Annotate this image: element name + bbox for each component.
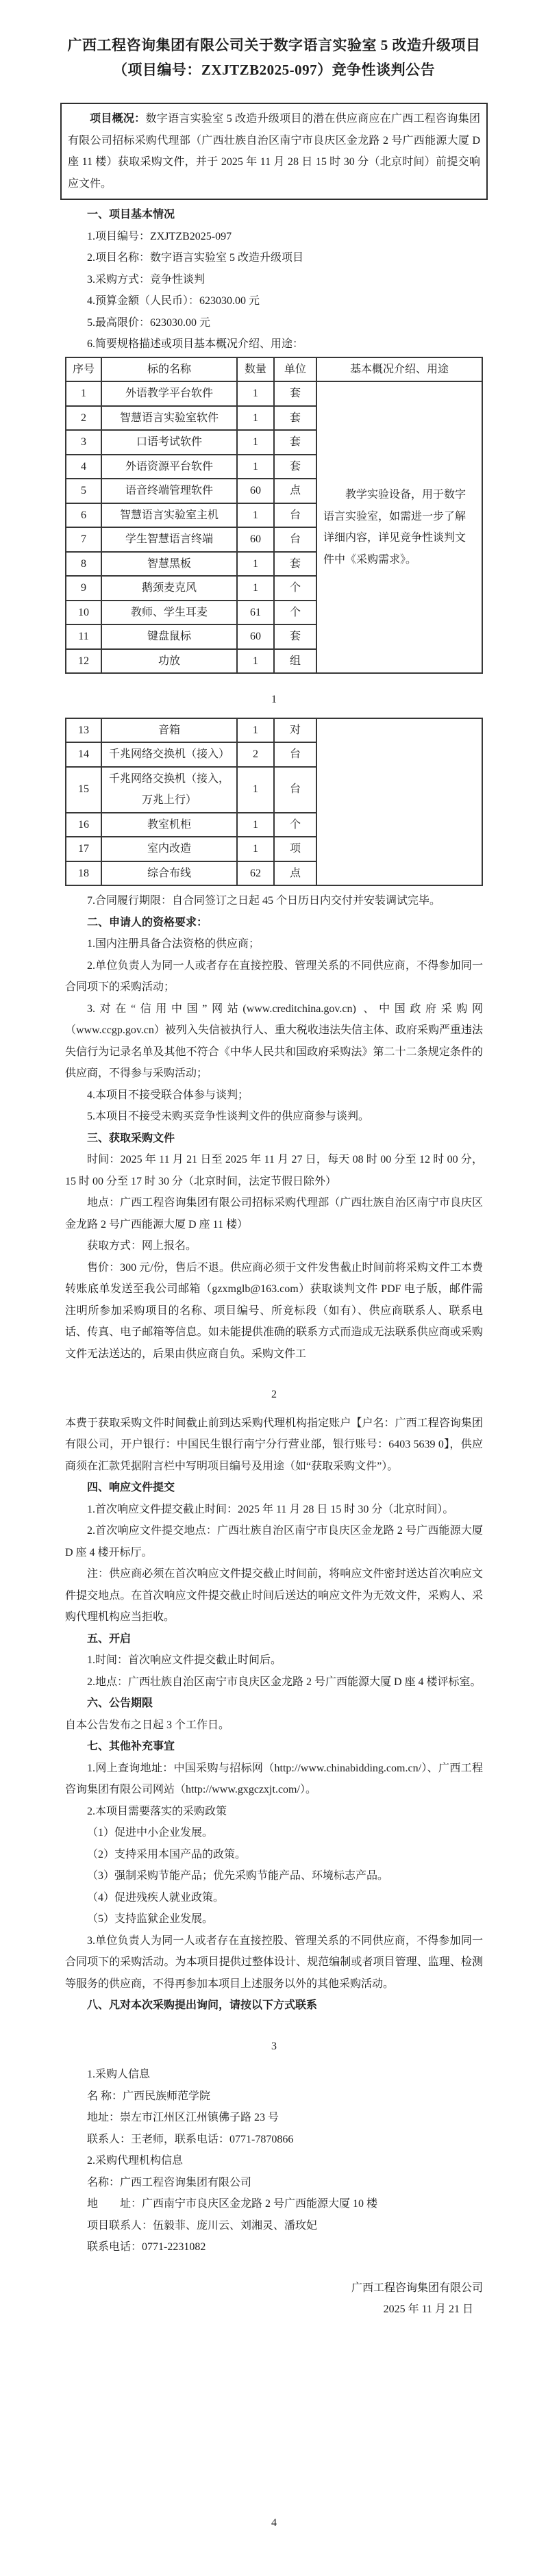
section-8-heading: 八、凡对本次采购提出询问，请按以下方式联系 <box>87 1999 318 2011</box>
s7-policy: （5）支持监狱企业发展。 <box>87 1913 214 1925</box>
section-5-heading: 五、开启 <box>87 1632 132 1645</box>
document-title <box>65 33 483 82</box>
agency-phone: 联系电话：0771-2231082 <box>87 2241 206 2253</box>
spec-summary-cell-empty <box>316 718 482 886</box>
s2-item: 3.对在“信用中国”网站(www.creditchina.gov.cn) 、中国政府采购网（www.ccgp.gov.cn）被列入失信被执行人、重大税收违法失信主体、政府采购严重违法失信行为记录名单及其他不符合《中华人民共和国政府采购法》第二十二条规定条件的供应商，不得参与采购活动； <box>65 1002 483 1079</box>
table-row: 2 智慧语言实验室软件 1 套 <box>66 406 482 431</box>
s3-price-part2: 本费于获取采购文件时间截止前到达采购代理机构指定账户【户名：广西工程咨询集团有限公司，开户银行：中国民生银行南宁分行营业部，银行账号：6403 5639 0】，供应商须在汇款凭据附言栏中写明项目编号及用途（如“获取采购文件”）。 <box>65 1417 483 1472</box>
table-row: 11 键盘鼠标 60 套 <box>66 624 482 649</box>
table-row: 13 音箱 1 对 <box>66 718 482 743</box>
purchaser-address: 地址：崇左市江州区江州镇佛子路 23 号 <box>87 2112 279 2123</box>
s2-item: 2.单位负责人为同一人或者存在直接控股、管理关系的不同供应商，不得参加同一合同项下的采购活动； <box>65 959 483 993</box>
table-row: 1 外语教学平台软件 1 套 教学实验设备，用于数字语言实验室，如需进一步了解详细内容，详见竞争性谈判文件中《采购需求》。 <box>66 381 482 406</box>
section-3-heading: 三、获取采购文件 <box>87 1132 175 1144</box>
project-overview-box <box>60 103 488 200</box>
page-number-3: 3 <box>271 2040 277 2052</box>
s5-item: 1.时间：首次响应文件提交截止时间后。 <box>87 1654 282 1666</box>
s7-policy: （3）强制采购节能产品；优先采购节能产品、环境标志产品。 <box>87 1870 389 1882</box>
section-6-heading: 六、公告期限 <box>87 1697 153 1709</box>
s7-item-restriction: 3.单位负责人为同一人或者存在直接控股、管理关系的不同供应商，不得参加同一合同项下的采购活动。为本项目提供过整体设计、规范编制或者项目管理、监理、检测等服务的供应商，不得再参加本项目上述服务以外的其他采购活动。 <box>65 1934 483 1990</box>
title-line-1: 广西工程咨询集团有限公司关于数字语言实验室 5 改造升级项目 <box>67 37 481 53</box>
table-row: 10 教师、学生耳麦 61 个 <box>66 601 482 625</box>
signature-org: 广西工程咨询集团有限公司 <box>351 2282 483 2294</box>
table-row: 12 功放 1 组 <box>66 649 482 674</box>
s3-method: 获取方式：网上报名。 <box>87 1240 197 1252</box>
s1-item-spec-intro: 6.简要规格描述或项目基本概况介绍、用途： <box>87 338 304 350</box>
s2-item: 1.国内注册具备合法资格的供应商； <box>87 938 260 950</box>
s1-item-contract-term: 7.合同履行期限：自合同签订之日起 45 个日历日内交付并安装调试完毕。 <box>87 895 441 907</box>
table-row: 18 综合布线 62 点 <box>66 861 482 886</box>
page-number-1: 1 <box>271 694 277 705</box>
s3-price-part1: 售价：300 元/份，售后不退。供应商必须于文件发售截止时间前将采购文件工本费转账底单发送至我公司邮箱（gzxmglb@163.com）获取谈判文件 PDF 电子版，邮件需注明所参加采购项目的名称、项目编号、所竞标段（如有）、供应商联系人、联系电话、传真、电子邮箱等信息。如未能提供准确的联系方式而造成无法联系供应商或采购文件无法送达的，后果由供应商自负。采购文件工 <box>65 1261 483 1360</box>
s2-item: 4.本项目不接受联合体参与谈判； <box>87 1089 249 1101</box>
section-4-heading: 四、响应文件提交 <box>87 1482 175 1493</box>
overview-body: 数字语言实验室 5 改造升级项目的潜在供应商应在广西工程咨询集团有限公司招标采购代理部（广西壮族自治区南宁市良庆区金龙路 2 号广西能源大厦 D 座 11 楼）获取采购文件，并于 2025 年 11 月 28 日 15 时 30 分（北京时间）前提交响应文件。 <box>68 113 480 190</box>
title-line-2: （项目编号：ZXJTZB2025-097）竞争性谈判公告 <box>112 62 436 78</box>
table-row: 4 外语资源平台软件 1 套 <box>66 455 482 479</box>
table-row: 14 千兆网络交换机（接入） 2 台 <box>66 742 482 767</box>
s7-item-query-urls: 1.网上查询地址：中国采购与招标网（http://www.chinabidding.com.cn/）、广西工程咨询集团有限公司网站（http://www.gxgczxjt.com/）。 <box>65 1762 483 1795</box>
s7-item-policy-intro: 2.本项目需要落实的采购政策 <box>87 1805 227 1817</box>
s3-time: 时间：2025 年 11 月 21 日至 2025 年 11 月 27 日，每天 08 时 00 分至 12 时 00 分，15 时 00 分至 17 时 30 分（北京时间，法定节假日除外） <box>65 1154 483 1187</box>
spec-table-header <box>66 357 482 382</box>
table-row: 8 智慧黑板 1 套 <box>66 552 482 577</box>
header-desc: 基本概况介绍、用途 <box>316 357 482 382</box>
spec-table-part1 <box>65 357 483 674</box>
table-row: 6 智慧语言实验室主机 1 台 <box>66 503 482 528</box>
section-2-heading: 二、申请人的资格要求： <box>87 916 208 929</box>
header-no: 序号 <box>66 357 101 382</box>
table-row: 5 语音终端管理软件 60 点 <box>66 479 482 503</box>
table-row: 16 教室机柜 1 个 <box>66 813 482 837</box>
table-row: 3 口语考试软件 1 套 <box>66 430 482 455</box>
s3-place: 地点：广西工程咨询集团有限公司招标采购代理部（广西壮族自治区南宁市良庆区金龙路 2 号广西能源大厦 D 座 11 楼） <box>65 1197 483 1230</box>
s1-item-method: 3.采购方式：竞争性谈判 <box>87 273 206 286</box>
section-1-heading: 一、项目基本情况 <box>87 209 175 220</box>
table-row: 17 室内改造 1 项 <box>66 837 482 861</box>
s5-item: 2.地点：广西壮族自治区南宁市良庆区金龙路 2 号广西能源大厦 D 座 4 楼评标室。 <box>87 1676 482 1688</box>
s4-item: 1.首次响应文件提交截止时间：2025 年 11 月 28 日 15 时 30 分（北京时间）。 <box>87 1503 454 1515</box>
page-number-2: 2 <box>271 1389 277 1400</box>
spec-summary-cell: 教学实验设备，用于数字语言实验室，如需进一步了解详细内容，详见竞争性谈判文件中《采购需求》。 <box>316 381 482 673</box>
s2-item: 5.本项目不接受未购买竞争性谈判文件的供应商参与谈判。 <box>87 1111 370 1122</box>
project-overview <box>68 108 480 194</box>
agency-address: 地 址：广西南宁市良庆区金龙路 2 号广西能源大厦 10 楼 <box>87 2198 378 2210</box>
purchaser-contact: 联系人：王老师，联系电话：0771-7870866 <box>87 2133 294 2145</box>
table-row: 15 千兆网络交换机（接入，万兆上行） 1 台 <box>66 767 482 813</box>
header-qty: 数量 <box>237 357 274 382</box>
agency-name: 名称：广西工程咨询集团有限公司 <box>87 2176 252 2188</box>
table-row: 7 学生智慧语言终端 60 台 <box>66 527 482 552</box>
s6-body: 自本公告发布之日起 3 个工作日。 <box>65 1719 230 1731</box>
s1-item-budget: 4.预算金额（人民币）：623030.00 元 <box>87 295 260 307</box>
s1-item-price-cap: 5.最高限价：623030.00 元 <box>87 316 211 329</box>
s4-note: 注：供应商必须在首次响应文件提交截止时间前，将响应文件密封送达首次响应文件提交地点。在首次响应文件提交截止时间后送达的响应文件为无效文件，采购人、采购代理机构应当拒收。 <box>65 1568 483 1623</box>
s7-policy: （1）促进中小企业发展。 <box>87 1827 214 1839</box>
signature-date: 2025 年 11 月 21 日 <box>383 2303 473 2315</box>
page-number-4: 4 <box>271 2516 277 2529</box>
header-unit: 单位 <box>274 357 316 382</box>
agency-heading: 2.采购代理机构信息 <box>87 2155 184 2167</box>
table-row: 9 鹅颈麦克风 1 个 <box>66 576 482 601</box>
overview-label: 项目概况： <box>90 113 146 125</box>
s7-policy: （4）促进残疾人就业政策。 <box>87 1891 225 1904</box>
s1-item-project-name: 2.项目名称：数字语言实验室 5 改造升级项目 <box>87 252 304 264</box>
s7-policy: （2）支持采用本国产品的政策。 <box>87 1848 247 1860</box>
s1-item-project-no: 1.项目编号：ZXJTZB2025-097 <box>87 230 232 242</box>
s4-item: 2.首次响应文件提交地点：广西壮族自治区南宁市良庆区金龙路 2 号广西能源大厦 D 座 4 楼开标厅。 <box>65 1525 483 1558</box>
section-7-heading: 七、其他补充事宜 <box>87 1741 175 1752</box>
agency-contact: 项目联系人：伍毅菲、庞川云、刘湘灵、潘玫妃 <box>87 2219 318 2232</box>
purchaser-heading: 1.采购人信息 <box>87 2069 151 2080</box>
spec-table-part2 <box>65 718 483 887</box>
header-name: 标的名称 <box>101 357 237 382</box>
purchaser-name: 名 称：广西民族师范学院 <box>87 2090 211 2102</box>
